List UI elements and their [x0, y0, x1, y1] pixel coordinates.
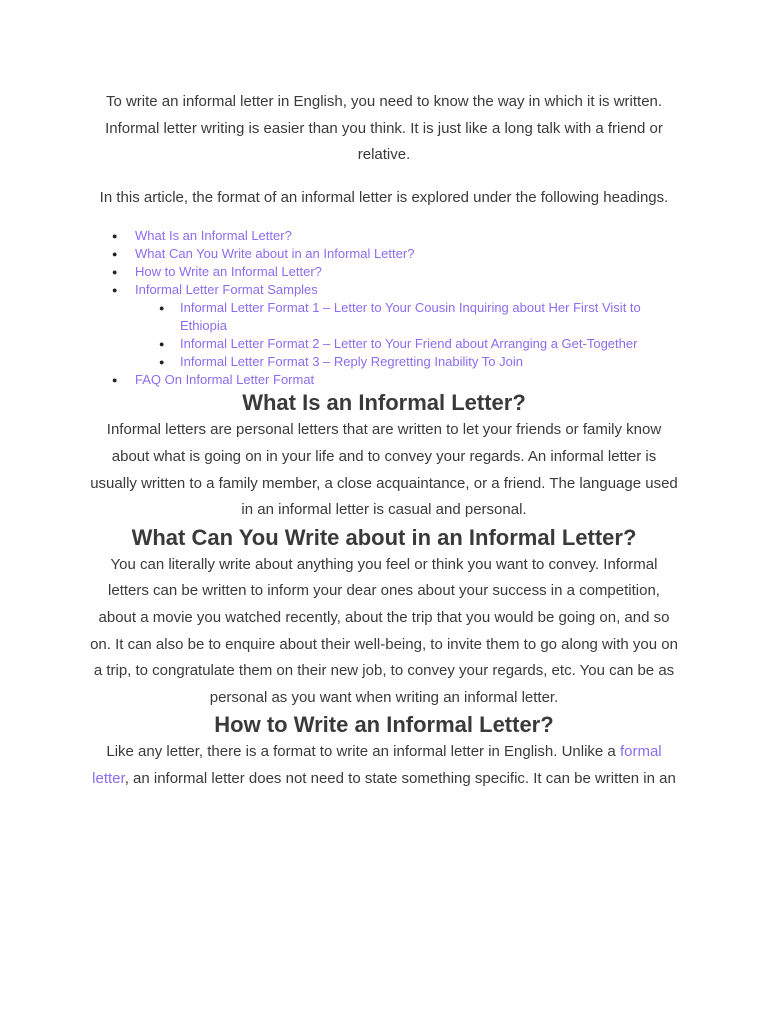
paragraph-text: Like any letter, there is a format to write an informal letter in English. Unlike a [106, 743, 620, 761]
toc-link-format-samples[interactable]: Informal Letter Format Samples [135, 282, 318, 298]
toc-link-what-can-you-write[interactable]: What Can You Write about in an Informal Letter? [135, 246, 415, 262]
toc-link-format-3[interactable]: Informal Letter Format 3 – Reply Regretting Inability To Join [180, 354, 523, 370]
toc-item [90, 227, 678, 245]
toc-item [90, 263, 678, 281]
article-content [90, 89, 678, 793]
toc-sub-item [90, 299, 678, 335]
paragraph-text: , an informal letter does not need to state something specific. It can be written in an [124, 769, 676, 787]
toc-item [90, 245, 678, 263]
section-paragraph-what-can-you-write: You can literally write about anything you feel or think you want to convey. Informal letters can be written to inform your dear ones about your success in a competition, about a movie you watched recently, about the trip that you would be going on, and so on. It can also be to enquire about their well-being, to invite them to go along with you on a trip, to congratulate them on their new job, to convey your regards, etc. You can be as personal as you want when writing an informal letter. [90, 555, 678, 706]
toc-item [90, 281, 678, 371]
formal-letter-link[interactable]: formal letter [92, 743, 662, 787]
toc-link-format-1[interactable]: Informal Letter Format 1 – Letter to Your Cousin Inquiring about Her First Visit to Ethiopia [180, 300, 641, 334]
toc-link-what-is[interactable]: What Is an Informal Letter? [135, 228, 292, 244]
table-of-contents [90, 227, 678, 389]
toc-sub-item [90, 353, 678, 371]
section-heading-how-to-write: How to Write an Informal Letter? [214, 712, 554, 738]
toc-sub-list [135, 299, 678, 371]
section-paragraph-what-is: Informal letters are personal letters that are written to let your friends or family know about what is going on in your life and to convey your regards. An informal letter is usually written to a family member, a close acquaintance, or a friend. The language used in an informal letter is casual and personal. [90, 421, 678, 519]
intro-paragraph-headings: In this article, the format of an informal letter is explored under the following headings. [99, 188, 669, 206]
toc-link-faq[interactable]: FAQ On Informal Letter Format [135, 372, 315, 388]
intro-paragraph: To write an informal letter in English, you need to know the way in which it is written. Informal letter writing is easier than you think. It is just like a long talk with a friend or relative. [105, 93, 663, 164]
section-paragraph-how-to-write [90, 739, 678, 792]
toc-item [90, 371, 678, 389]
toc-link-format-2[interactable]: Informal Letter Format 2 – Letter to Your Friend about Arranging a Get-Together [180, 336, 638, 352]
section-heading-what-is: What Is an Informal Letter? [242, 390, 526, 416]
toc-sub-item [90, 335, 678, 353]
toc-link-how-to-write[interactable]: How to Write an Informal Letter? [135, 264, 322, 280]
section-heading-what-can-you-write: What Can You Write about in an Informal Letter? [131, 524, 637, 550]
